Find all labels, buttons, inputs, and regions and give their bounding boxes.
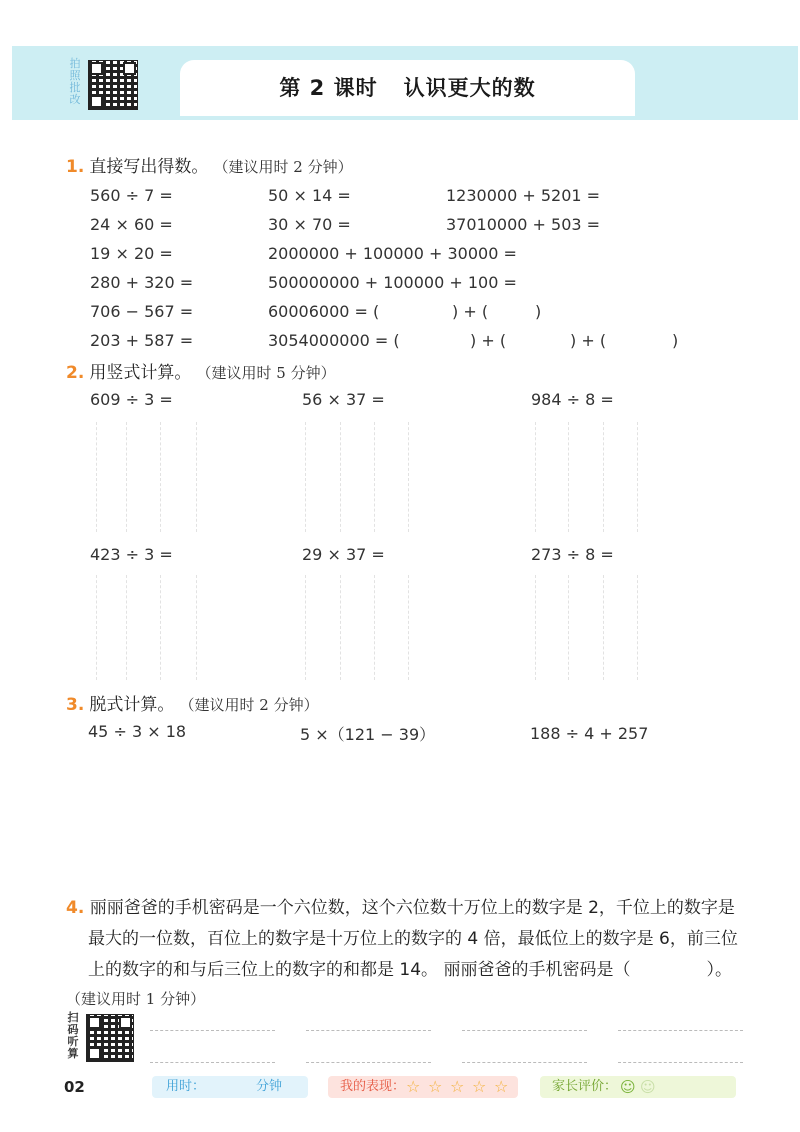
q1-expr: 500000000 + 100000 + 100 = <box>268 273 517 292</box>
question-1-number: 1. <box>66 157 85 177</box>
writing-guide <box>637 575 638 680</box>
q1-expr-blank-open: 60006000 = ( <box>268 302 380 321</box>
scan-listen-label: 扫码听算 <box>67 1011 79 1060</box>
answer-line <box>462 1030 587 1031</box>
q1-expr: 30 × 70 = <box>268 215 351 234</box>
writing-guide <box>535 422 536 532</box>
writing-guide <box>305 422 306 532</box>
question-4-hint: （建议用时 1 分钟） <box>66 990 206 1008</box>
parent-evaluation-label: 家长评价： <box>552 1079 618 1094</box>
q1-expr: 1230000 + 5201 = <box>446 186 601 205</box>
parent-evaluation-field <box>540 1076 736 1098</box>
writing-guide <box>96 575 97 680</box>
question-3-hint: （建议用时 2 分钟） <box>179 696 319 714</box>
photo-grade-label: 拍照批改 <box>69 57 81 106</box>
writing-guide <box>196 422 197 532</box>
question-3-heading <box>66 690 319 715</box>
writing-guide <box>535 575 536 680</box>
q1-expr: 50 × 14 = <box>268 186 351 205</box>
star-icon[interactable]: ☆ <box>494 1077 509 1096</box>
q2-expr: 56 × 37 = <box>302 390 385 409</box>
star-icon[interactable]: ☆ <box>450 1077 465 1096</box>
answer-line <box>306 1030 431 1031</box>
q1-expr-blank-mid: ) + ( <box>470 331 507 350</box>
my-performance-label: 我的表现： <box>340 1079 406 1094</box>
star-icon[interactable]: ☆ <box>472 1077 487 1096</box>
smiley-face-icon[interactable]: ☺ <box>620 1078 636 1096</box>
writing-guide <box>374 422 375 532</box>
q1-expr-blank-mid: ) + ( <box>452 302 489 321</box>
q3-expr: 188 ÷ 4 + 257 <box>530 724 649 743</box>
star-icon[interactable]: ☆ <box>428 1077 443 1096</box>
writing-guide <box>305 575 306 680</box>
lesson-number: 第 2 课时 <box>279 76 378 100</box>
question-2-number: 2. <box>66 363 85 383</box>
q1-expr-blank-close: ) <box>535 302 542 321</box>
page-title <box>180 72 635 102</box>
writing-guide <box>374 575 375 680</box>
q1-expr-blank-mid: ) + ( <box>570 331 607 350</box>
question-1-heading <box>66 152 353 177</box>
question-1-text: 直接写出得数。 <box>89 157 209 177</box>
q1-expr: 203 + 587 = <box>90 331 194 350</box>
writing-guide <box>160 575 161 680</box>
time-used-label: 用时： <box>166 1079 206 1094</box>
writing-guide <box>603 575 604 680</box>
q1-expr: 24 × 60 = <box>90 215 173 234</box>
answer-line <box>618 1030 743 1031</box>
writing-guide <box>637 422 638 532</box>
question-2-heading <box>66 358 336 383</box>
q2-expr: 29 × 37 = <box>302 545 385 564</box>
question-3-number: 3. <box>66 695 85 715</box>
answer-line <box>150 1030 275 1031</box>
star-icon[interactable]: ☆ <box>406 1077 421 1096</box>
q1-expr: 706 − 567 = <box>90 302 194 321</box>
question-4-line-3: 上的数字的和与后三位上的数字的和都是 14。 丽丽爸爸的手机密码是（ ）。 <box>88 960 732 980</box>
writing-guide <box>160 422 161 532</box>
q3-expr: 5 ×（121 − 39） <box>300 725 436 744</box>
my-performance-field <box>328 1076 518 1098</box>
answer-line <box>306 1062 431 1063</box>
question-2-text: 用竖式计算。 <box>89 363 192 383</box>
writing-guide <box>340 422 341 532</box>
smiley-face-icon[interactable]: ☺ <box>640 1078 656 1096</box>
writing-guide <box>340 575 341 680</box>
writing-guide <box>196 575 197 680</box>
q2-expr: 423 ÷ 3 = <box>90 545 173 564</box>
writing-guide <box>408 422 409 532</box>
answer-line <box>618 1062 743 1063</box>
answer-line <box>150 1062 275 1063</box>
question-1-hint: （建议用时 2 分钟） <box>213 158 353 176</box>
writing-guide <box>408 575 409 680</box>
answer-line <box>462 1062 587 1063</box>
q2-expr: 984 ÷ 8 = <box>531 390 614 409</box>
writing-guide <box>96 422 97 532</box>
q1-expr: 280 + 320 = <box>90 273 194 292</box>
writing-guide <box>126 422 127 532</box>
question-3-text: 脱式计算。 <box>89 695 175 715</box>
time-used-field[interactable] <box>152 1076 308 1098</box>
q1-expr: 19 × 20 = <box>90 244 173 263</box>
lesson-topic: 认识更大的数 <box>403 76 536 100</box>
q3-expr: 45 ÷ 3 × 18 <box>88 722 187 741</box>
writing-guide <box>603 422 604 532</box>
question-2-hint: （建议用时 5 分钟） <box>196 364 336 382</box>
writing-guide <box>568 422 569 532</box>
q1-expr: 560 ÷ 7 = <box>90 186 173 205</box>
q1-expr-blank-close: ) <box>672 331 679 350</box>
writing-guide <box>126 575 127 680</box>
q2-expr: 609 ÷ 3 = <box>90 390 173 409</box>
page-number: 02 <box>64 1078 85 1096</box>
time-used-unit: 分钟 <box>256 1079 283 1094</box>
q2-expr: 273 ÷ 8 = <box>531 545 614 564</box>
q1-expr-blank-open: 3054000000 = ( <box>268 331 400 350</box>
writing-guide <box>568 575 569 680</box>
q1-expr: 37010000 + 503 = <box>446 215 601 234</box>
question-4-line-1: 4. 丽丽爸爸的手机密码是一个六位数，这个六位数十万位上的数字是 2，千位上的数字是 <box>66 898 735 918</box>
photo-grade-qr-code[interactable] <box>88 60 138 110</box>
question-4-line-2: 最大的一位数，百位上的数字是十万位上的数字的 4 倍，最低位上的数字是 6，前三位 <box>88 929 738 949</box>
question-4-number: 4. <box>66 898 85 918</box>
q1-expr: 2000000 + 100000 + 30000 = <box>268 244 517 263</box>
scan-listen-qr-code[interactable] <box>86 1014 134 1062</box>
